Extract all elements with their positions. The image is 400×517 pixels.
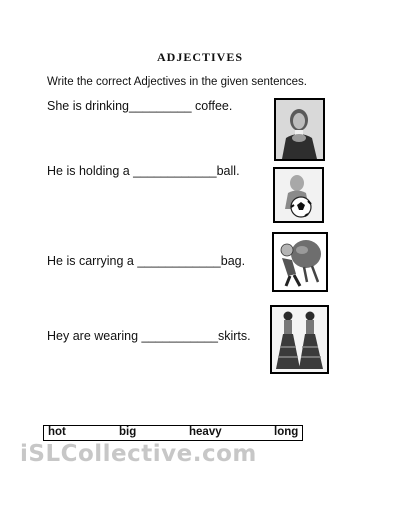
sentence-3-after: bag. <box>220 254 246 268</box>
word-bank <box>43 425 303 441</box>
sentence-2 <box>47 164 240 178</box>
sentence-1-after: coffee. <box>191 99 233 113</box>
sentence-1 <box>47 99 232 113</box>
word-bank-item: hot <box>48 426 66 438</box>
sentence-2-before: He is holding a <box>47 164 134 178</box>
sentence-4-blank: ___________ <box>141 329 218 343</box>
boy-holding-ball-image <box>273 167 324 223</box>
sentence-3-before: He is carrying a <box>47 254 138 268</box>
sentence-4-before: Hey are wearing <box>47 329 142 343</box>
watermark: iSLCollective.com <box>20 441 257 467</box>
instructions: Write the correct Adjectives in the given sentences. <box>47 76 307 88</box>
worksheet-title: ADJECTIVES <box>156 50 244 64</box>
sentence-3-blank: ____________ <box>137 254 221 268</box>
sentence-2-blank: ____________ <box>133 164 217 178</box>
word-bank-item: long <box>274 426 299 438</box>
women-in-long-skirts-image <box>270 305 329 374</box>
man-carrying-bag-image <box>272 232 328 292</box>
woman-drinking-coffee-image <box>274 98 325 161</box>
sentence-4 <box>47 329 251 343</box>
sentence-2-after: ball. <box>216 164 240 178</box>
sentence-1-blank: _________ <box>129 99 192 113</box>
word-bank-item: big <box>119 426 137 438</box>
sentence-1-before: She is drinking <box>47 99 129 113</box>
sentence-3 <box>47 254 245 268</box>
word-bank-item: heavy <box>189 426 222 438</box>
sentence-4-after: skirts. <box>217 329 251 343</box>
